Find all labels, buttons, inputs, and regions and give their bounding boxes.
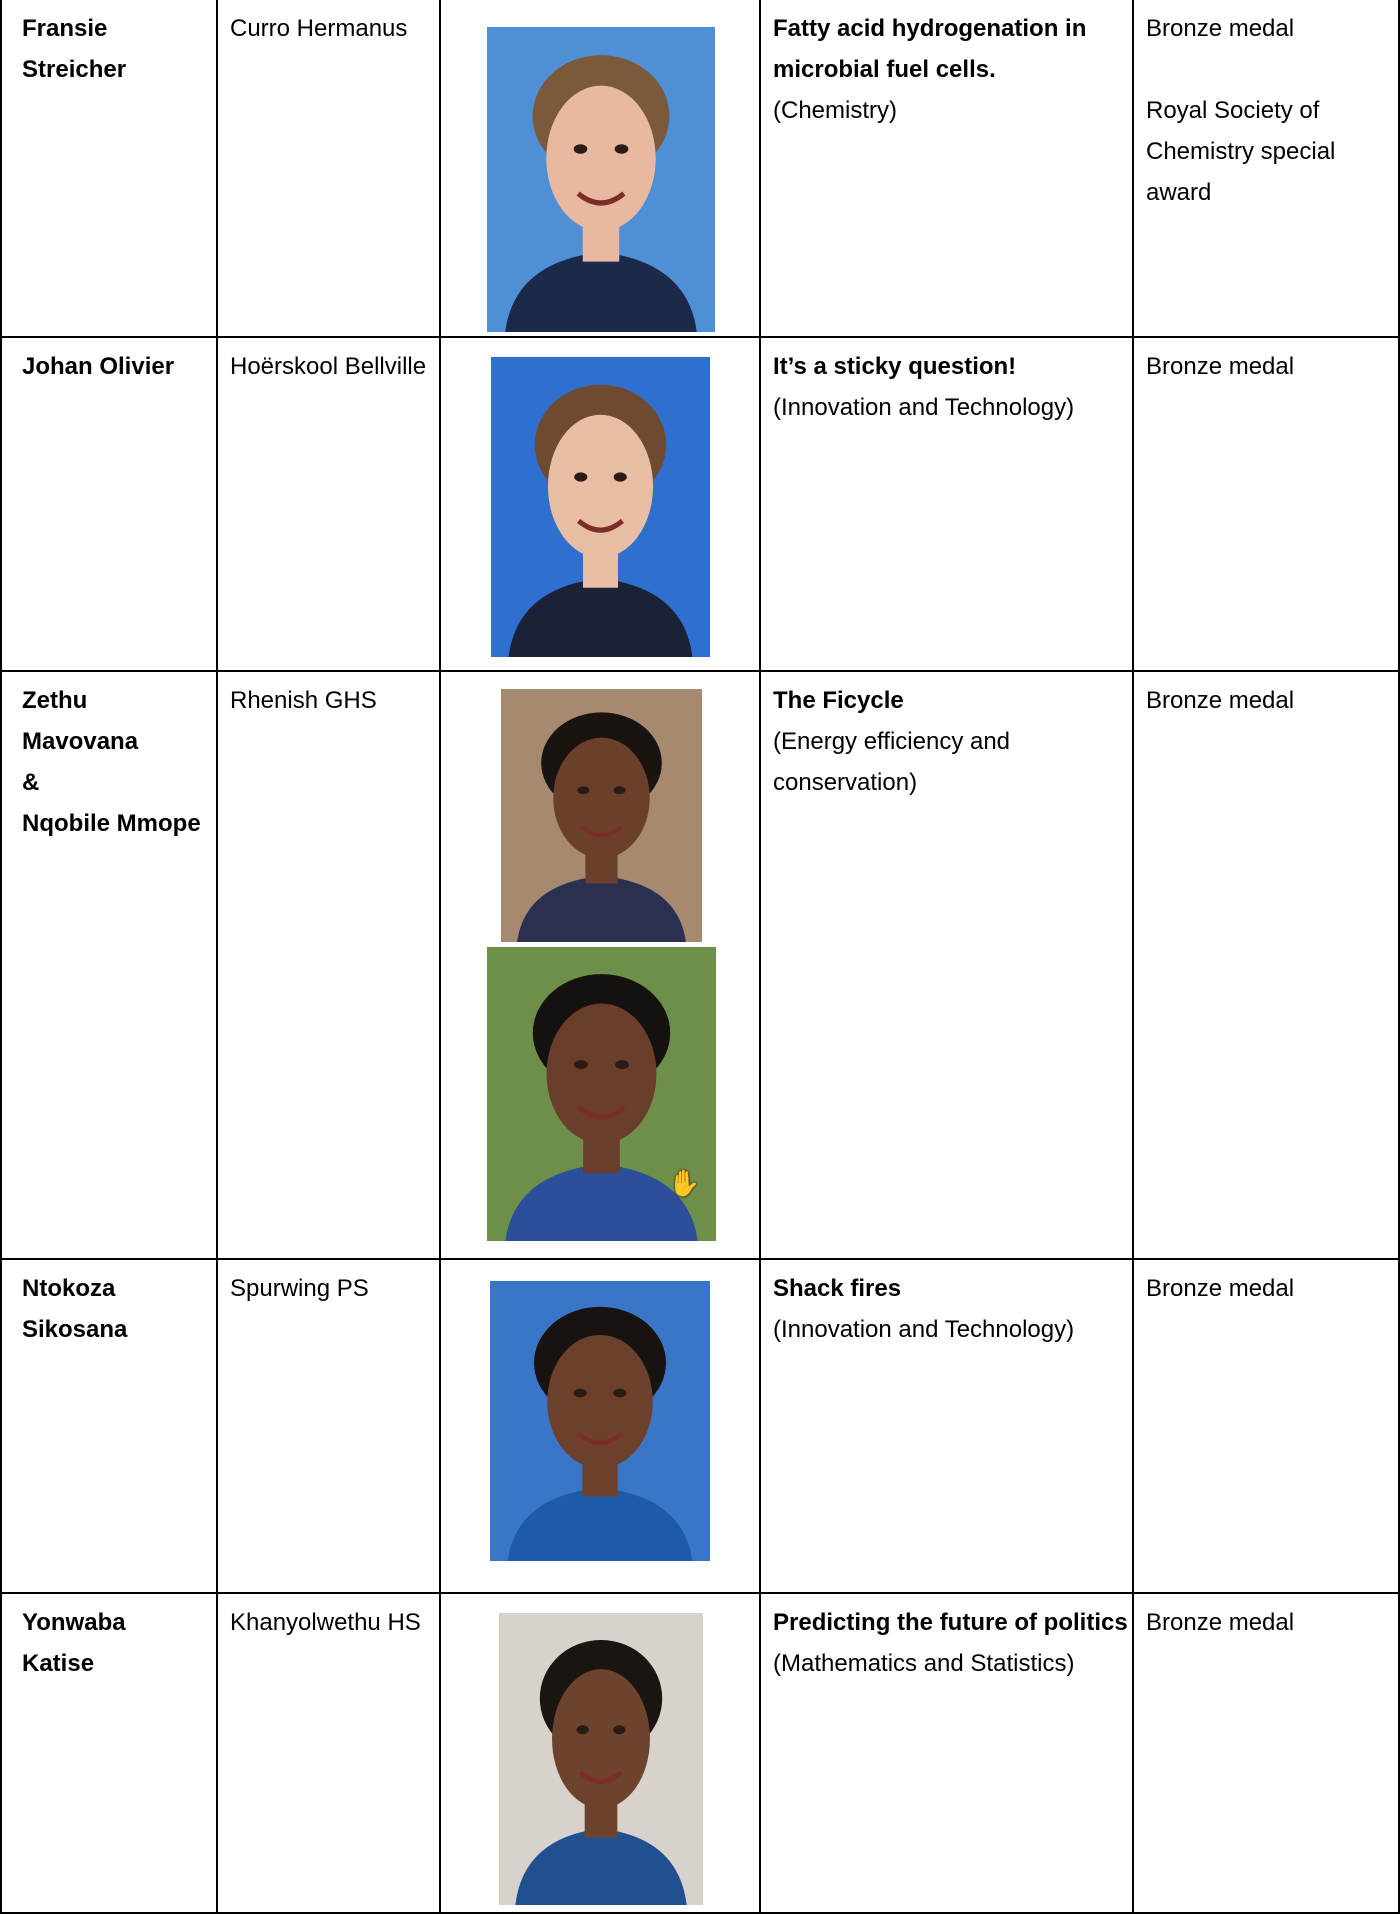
project-title: Shack fires (773, 1275, 902, 1302)
project-title: The Ficycle (773, 687, 904, 714)
student-name: Fransie Streicher (22, 15, 127, 83)
project-category: (Energy efficiency and conservation) (773, 728, 1011, 796)
award-label: Bronze medal (1146, 687, 1295, 714)
project-cell (773, 346, 1128, 428)
award-label: Bronze medal (1146, 353, 1295, 380)
photo-eye (614, 786, 626, 794)
school-name: Khanyolwethu HS (230, 1609, 421, 1636)
project-title: Fatty acid hydrogenation in microbial fuel cells. (773, 15, 1087, 83)
student-name: Ntokoza Sikosana (22, 1275, 128, 1343)
student-name: Yonwaba Katise (22, 1609, 126, 1677)
photo-eye (574, 1389, 587, 1398)
project-category: (Chemistry) (773, 97, 897, 124)
school-name: Rhenish GHS (230, 687, 377, 714)
photo-face (552, 1669, 650, 1808)
photo-eye (574, 472, 587, 481)
student-portrait-photo (491, 357, 710, 657)
photo-face (547, 1004, 657, 1144)
student-portrait-photo (487, 27, 715, 332)
school-name: Spurwing PS (230, 1275, 369, 1302)
project-category: (Innovation and Technology) (773, 394, 1075, 421)
project-category: (Innovation and Technology) (773, 1316, 1075, 1343)
photo-eye (614, 472, 627, 481)
photo-eye (615, 144, 629, 153)
award-label: Bronze medal (1146, 15, 1295, 42)
photo-eye (613, 1389, 626, 1398)
project-cell (773, 680, 1128, 803)
student-portrait-photo (499, 1613, 703, 1905)
student-portrait-photo (501, 689, 702, 942)
student-name: Nqobile Mmope (22, 810, 201, 837)
school-name: Hoërskool Bellville (230, 353, 427, 380)
project-cell (773, 1602, 1128, 1684)
photo-face (547, 1335, 653, 1469)
student-portrait-photo (490, 1281, 710, 1561)
photo-eye (574, 144, 588, 153)
photo-face (548, 415, 653, 558)
project-title: Predicting the future of politics (773, 1609, 1128, 1636)
student-names (22, 680, 202, 844)
project-cell (773, 1268, 1128, 1350)
photo-face (546, 86, 655, 231)
award-cell (1146, 8, 1391, 213)
award-label: Bronze medal (1146, 1609, 1295, 1636)
project-cell (773, 8, 1128, 131)
photo-eye (577, 1725, 589, 1734)
hand-cursor-icon: ✋ (668, 1168, 701, 1198)
photo-eye (577, 786, 589, 794)
award-label: Bronze medal (1146, 1275, 1295, 1302)
student-name: Johan Olivier (22, 353, 175, 380)
school-name: Curro Hermanus (230, 15, 408, 42)
photo-eye (574, 1060, 588, 1069)
name-separator: & (22, 769, 40, 796)
project-category: (Mathematics and Statistics) (773, 1650, 1075, 1677)
student-name: Zethu Mavovana (22, 687, 139, 755)
photo-eye (613, 1725, 625, 1734)
project-title: It’s a sticky question! (773, 353, 1017, 380)
special-award-label: Royal Society of Chemistry special award (1146, 97, 1336, 206)
photo-face (553, 738, 649, 859)
photo-eye (615, 1060, 629, 1069)
